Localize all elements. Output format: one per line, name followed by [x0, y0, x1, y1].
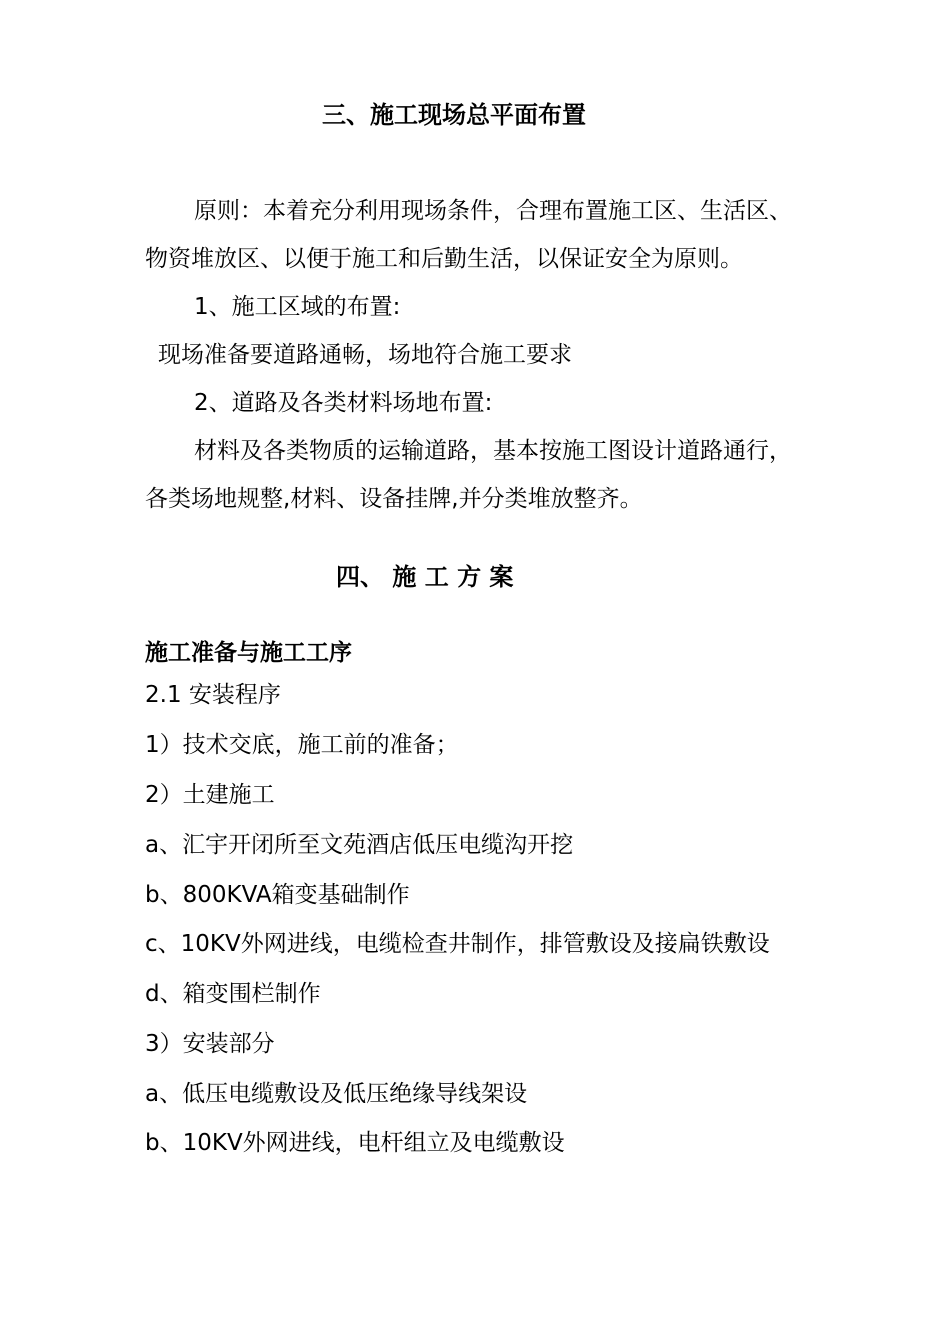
section-4-subtitle: 施工准备与施工工序 — [145, 640, 352, 666]
step-item: c、10KV外网进线，电缆检查井制作，排管敷设及接扁铁敷设 — [145, 931, 770, 957]
step-item: b、10KV外网进线，电杆组立及电缆敷设 — [145, 1130, 565, 1156]
step-item: 3）安装部分 — [145, 1031, 275, 1057]
step-item: 2）土建施工 — [145, 782, 275, 808]
item-1-body: 现场准备要道路通畅，场地符合施工要求 — [158, 342, 572, 368]
principle-paragraph-line-2: 物资堆放区、以便于施工和后勤生活，以保证安全为原则。 — [145, 246, 743, 272]
step-item: a、汇宇开闭所至文苑酒店低压电缆沟开挖 — [145, 832, 574, 858]
item-1-title: 1、施工区域的布置: — [194, 294, 401, 320]
section-3-title: 三、施工现场总平面布置 — [322, 101, 586, 129]
item-2-body-line-2: 各类场地规整,材料、设备挂牌,并分类堆放整齐。 — [145, 486, 643, 512]
step-item: b、800KVA箱变基础制作 — [145, 882, 410, 908]
item-2-title: 2、道路及各类材料场地布置: — [194, 390, 493, 416]
section-4-title: 四、 施 工 方 案 — [336, 563, 514, 591]
install-program-title: 2.1 安装程序 — [145, 682, 281, 708]
step-item: d、箱变围栏制作 — [145, 981, 321, 1007]
step-item: 1）技术交底，施工前的准备； — [145, 732, 459, 758]
step-item: a、低压电缆敷设及低压绝缘导线架设 — [145, 1081, 528, 1107]
item-2-body-line-1: 材料及各类物质的运输道路，基本按施工图设计道路通行， — [194, 438, 792, 464]
principle-paragraph-line-1: 原则：本着充分利用现场条件，合理布置施工区、生活区、 — [194, 198, 792, 224]
